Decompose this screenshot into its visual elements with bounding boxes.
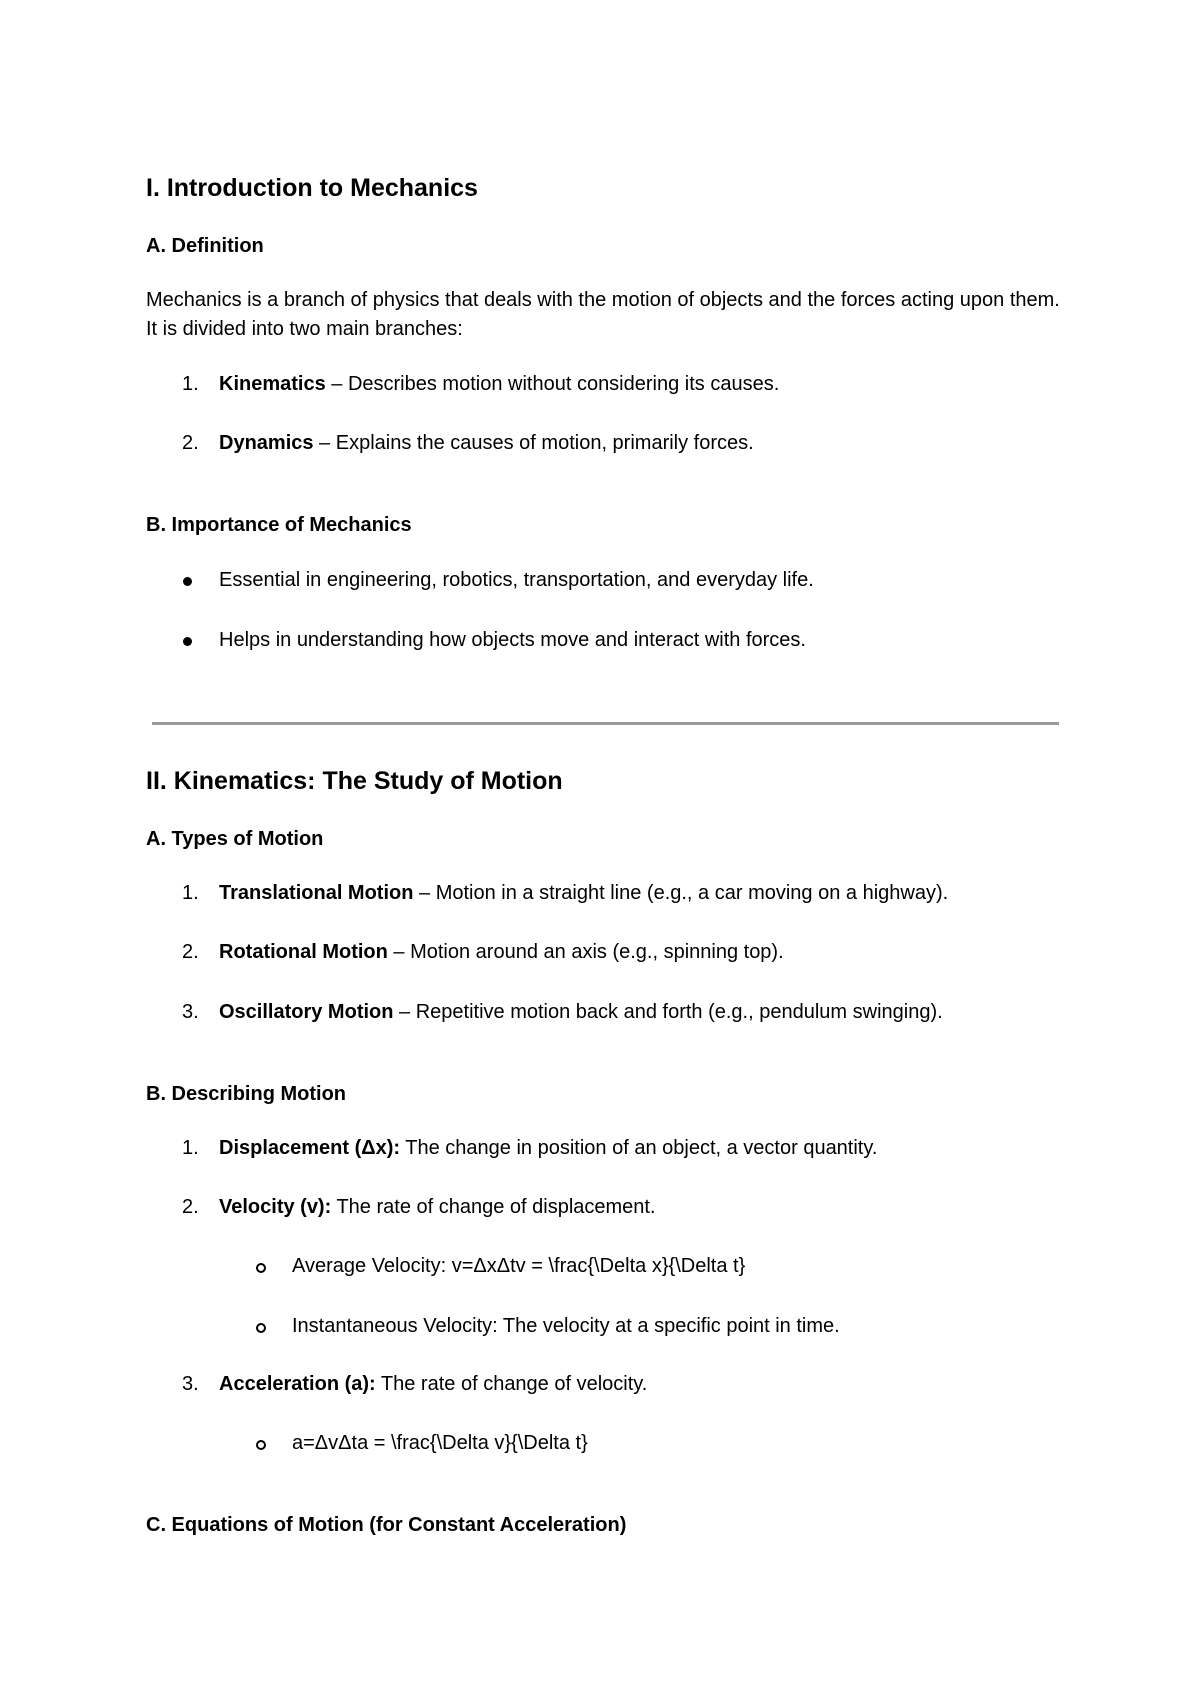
bullet-icon [183,637,192,646]
list-number: 1. [182,882,199,904]
types-of-motion-heading: A. Types of Motion [146,828,324,850]
definition-paragraph: Mechanics is a branch of physics that deals with the motion of objects and the forces acting upon them. It is divided into two main branches: [146,289,1060,340]
term-description: – Describes motion without considering its causes. [325,373,780,395]
describing-motion-heading: B. Describing Motion [146,1083,346,1105]
hollow-bullet-icon [256,1323,266,1333]
term: Velocity (v): [219,1196,332,1218]
equations-heading: C. Equations of Motion (for Constant Acceleration) [146,1514,627,1536]
term: Acceleration (a): [219,1373,376,1395]
definition-heading: A. Definition [146,235,264,257]
term: Translational Motion [219,882,414,904]
list-number: 2. [182,432,199,454]
bullet-icon [183,577,192,586]
term: Rotational Motion [219,941,388,963]
bullet-text: Helps in understanding how objects move and interact with forces. [219,629,806,651]
term: Displacement (Δx): [219,1137,401,1159]
list-number: 1. [182,373,199,395]
term-description: – Motion in a straight line (e.g., a car moving on a highway). [413,882,949,904]
importance-heading: B. Importance of Mechanics [146,514,412,536]
list-number: 3. [182,1001,199,1023]
list-number: 3. [182,1373,199,1395]
bullet-text: Essential in engineering, robotics, transportation, and everyday life. [219,569,814,591]
sub-bullet-text: Instantaneous Velocity: The velocity at a specific point in time. [292,1315,840,1337]
term-description: – Repetitive motion back and forth (e.g., pendulum swinging). [393,1001,943,1023]
horizontal-divider [152,722,1059,725]
sub-bullet-text: Average Velocity: v=ΔxΔtv = \frac{\Delta x}{\Delta t} [292,1255,746,1277]
term: Kinematics [219,373,326,395]
hollow-bullet-icon [256,1263,266,1273]
hollow-bullet-icon [256,1440,266,1450]
list-number: 2. [182,1196,199,1218]
list-number: 2. [182,941,199,963]
term: Oscillatory Motion [219,1001,394,1023]
term-description: – Explains the causes of motion, primarily forces. [313,432,754,454]
term: Dynamics [219,432,314,454]
section-2-title: II. Kinematics: The Study of Motion [146,767,563,795]
list-number: 1. [182,1137,199,1159]
term-description: The change in position of an object, a vector quantity. [400,1137,878,1159]
section-1-title: I. Introduction to Mechanics [146,174,478,202]
sub-bullet-text: a=ΔvΔta = \frac{\Delta v}{\Delta t} [292,1432,588,1454]
term-description: The rate of change of velocity. [375,1373,648,1395]
term-description: – Motion around an axis (e.g., spinning top). [387,941,784,963]
term-description: The rate of change of displacement. [331,1196,656,1218]
